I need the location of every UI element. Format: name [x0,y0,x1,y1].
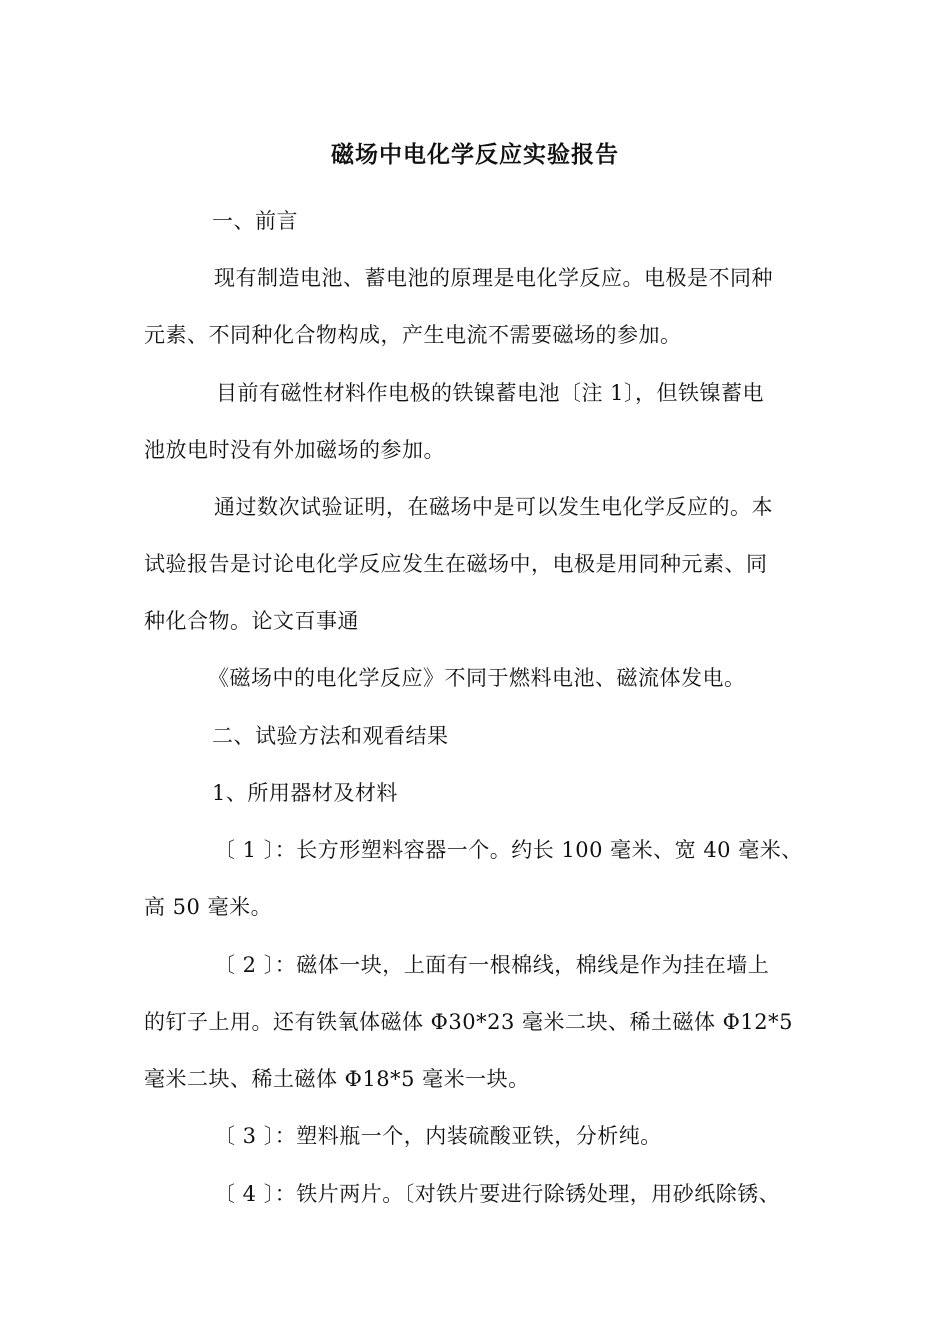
paragraph-line: 种化合物。论文百事通 [144,609,359,633]
section-heading-methods: 二、试验方法和观看结果 [212,724,449,748]
list-item-line: 〔 2 〕：磁体一块，上面有一根棉线，棉线是作为挂在墙上 [214,953,770,977]
subsection-heading: 1、所用器材及材料 [212,781,398,805]
paragraph-line: 池放电时没有外加磁场的参加。 [144,438,445,462]
list-item-line: 毫米二块、稀土磁体 Φ18*5 毫米一块。 [144,1067,530,1091]
list-item-line: 〔 4 〕：铁片两片。〔对铁片要进行除锈处理，用砂纸除锈、 [214,1182,781,1206]
list-item-line: 〔 3 〕：塑料瓶一个，内装硫酸亚铁，分析纯。 [214,1124,662,1148]
document-title: 磁场中电化学反应实验报告 [331,141,619,168]
paragraph-line: 元素、不同种化合物构成，产生电流不需要磁场的参加。 [144,323,682,347]
paragraph-line: 《磁场中的电化学反应》不同于燃料电池、磁流体发电。 [208,666,746,690]
paragraph-line: 通过数次试验证明，在磁场中是可以发生电化学反应的。本 [214,495,773,519]
list-item-line: 的钉子上用。还有铁氧体磁体 Φ30*23 毫米二块、稀土磁体 Φ12*5 [144,1010,793,1034]
list-item-line: 高 50 毫米。 [144,895,273,919]
section-heading-preface: 一、前言 [212,209,298,233]
paragraph-line: 现有制造电池、蓄电池的原理是电化学反应。电极是不同种 [214,266,773,290]
list-item-line: 〔 1 〕：长方形塑料容器一个。约长 100 毫米、宽 40 毫米、 [214,838,803,862]
paragraph-line: 试验报告是讨论电化学反应发生在磁场中，电极是用同种元素、同 [144,552,768,576]
paragraph-line: 目前有磁性材料作电极的铁镍蓄电池〔注 1〕，但铁镍蓄电 [216,381,765,405]
